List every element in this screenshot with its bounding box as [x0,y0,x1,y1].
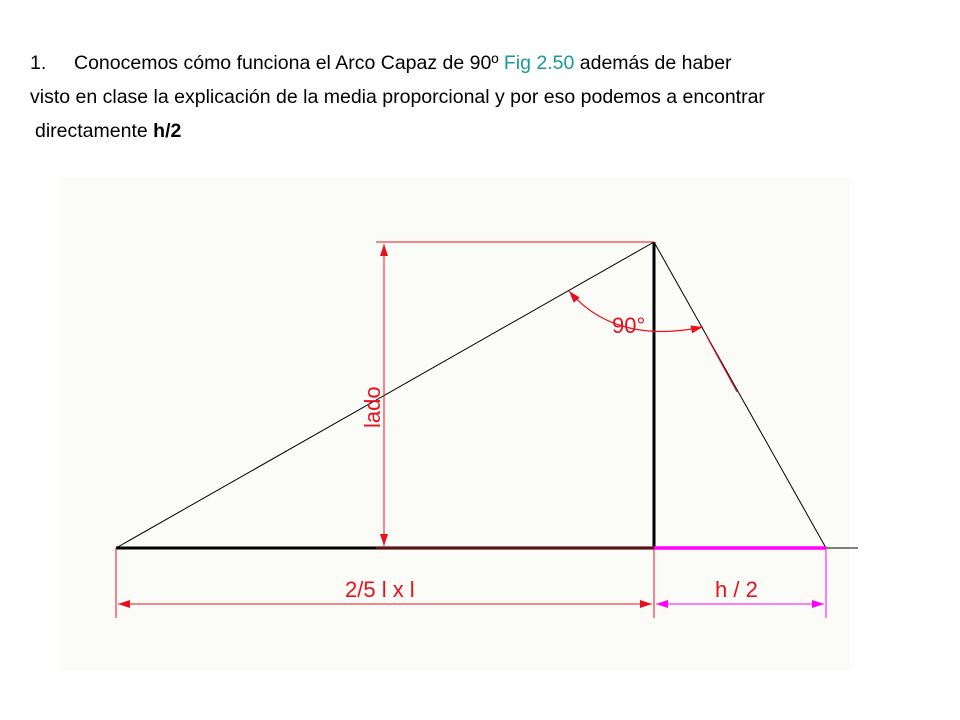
half-height-label: h / 2 [715,577,758,602]
h-half-term: h/2 [153,120,182,142]
side-label: lado [360,386,385,428]
text-line-2: visto en clase la explicación de la media proporcional y por eso podemos a encontrar [30,86,765,108]
text-line-1-end: además de haber [574,52,732,74]
text-line-1-main: Conocemos cómo funciona el Arco Capaz de 90º [74,52,504,74]
base-label: 2/5 l x l [345,577,415,602]
figure-reference: Fig 2.50 [503,52,575,74]
angle-label: 90° [612,313,646,338]
item-number: 1. [30,52,47,74]
text-line-3-main: directamente [35,120,154,142]
